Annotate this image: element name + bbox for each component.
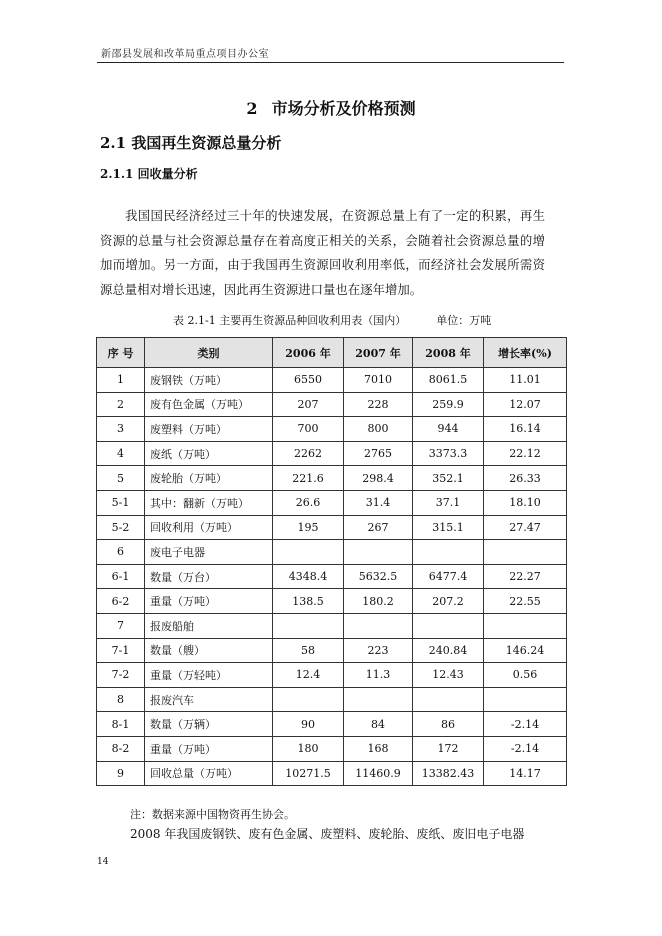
table-row xyxy=(97,613,567,638)
row-index-cell: 8 xyxy=(97,687,145,712)
value-cell: 240.84 xyxy=(413,638,484,663)
table-row xyxy=(97,417,567,442)
value-cell: 31.4 xyxy=(344,490,413,515)
body-paragraph: 我国国民经济经过三十年的快速发展，在资源总量上有了一定的积累，再生资源的总量与社会资源总量存在着高度正相关的关系，会随着社会资源总量的增加而增加。另一方面，由于我国再生资源回收利用率低，而经济社会发展所需资源总量相对增长迅速，因此再生资源进口量也在逐年增加。 xyxy=(100,208,545,297)
row-index-cell: 7-2 xyxy=(97,663,145,688)
row-index-cell: 6-2 xyxy=(97,589,145,614)
value-cell xyxy=(273,687,344,712)
value-cell: -2.14 xyxy=(484,712,567,737)
value-cell: -2.14 xyxy=(484,736,567,761)
header-cell: 序 号 xyxy=(97,338,145,368)
value-cell: 168 xyxy=(344,736,413,761)
value-cell xyxy=(413,687,484,712)
value-cell xyxy=(413,540,484,565)
category-cell: 回收利用（万吨） xyxy=(145,515,273,540)
value-cell: 37.1 xyxy=(413,490,484,515)
row-index-cell: 7 xyxy=(97,613,145,638)
value-cell: 221.6 xyxy=(273,466,344,491)
value-cell: 12.43 xyxy=(413,663,484,688)
value-cell: 6550 xyxy=(273,368,344,393)
value-cell: 7010 xyxy=(344,368,413,393)
category-cell: 数量（艘） xyxy=(145,638,273,663)
value-cell: 11.3 xyxy=(344,663,413,688)
row-index-cell: 8-1 xyxy=(97,712,145,737)
table-row xyxy=(97,712,567,737)
value-cell: 180 xyxy=(273,736,344,761)
value-cell: 4348.4 xyxy=(273,564,344,589)
value-cell: 26.6 xyxy=(273,490,344,515)
table-caption-text: 表 2.1-1 主要再生资源品种回收利用表（国内） xyxy=(173,314,407,327)
category-cell: 重量（万轻吨） xyxy=(145,663,273,688)
category-cell: 报废船舶 xyxy=(145,613,273,638)
value-cell: 0.56 xyxy=(484,663,567,688)
table-row xyxy=(97,540,567,565)
header-cell: 2008 年 xyxy=(413,338,484,368)
value-cell: 86 xyxy=(413,712,484,737)
value-cell: 267 xyxy=(344,515,413,540)
table-row xyxy=(97,368,567,393)
row-index-cell: 6-1 xyxy=(97,564,145,589)
category-cell: 重量（万吨） xyxy=(145,589,273,614)
value-cell xyxy=(413,613,484,638)
chapter-title xyxy=(0,96,662,119)
value-cell: 207.2 xyxy=(413,589,484,614)
table-row xyxy=(97,564,567,589)
chapter-title-text: 市场分析及价格预测 xyxy=(271,99,416,118)
table-body xyxy=(97,368,567,786)
table-row xyxy=(97,663,567,688)
value-cell xyxy=(484,540,567,565)
running-header: 新邵县发展和改革局重点项目办公室 xyxy=(101,49,269,60)
value-cell: 8061.5 xyxy=(413,368,484,393)
table-row xyxy=(97,466,567,491)
row-index-cell: 1 xyxy=(97,368,145,393)
table-row xyxy=(97,441,567,466)
value-cell: 58 xyxy=(273,638,344,663)
value-cell: 180.2 xyxy=(344,589,413,614)
table-row xyxy=(97,687,567,712)
category-cell: 其中：翻新（万吨） xyxy=(145,490,273,515)
row-index-cell: 2 xyxy=(97,392,145,417)
value-cell: 700 xyxy=(273,417,344,442)
value-cell: 12.4 xyxy=(273,663,344,688)
header-cell: 类别 xyxy=(145,338,273,368)
value-cell: 195 xyxy=(273,515,344,540)
row-index-cell: 5 xyxy=(97,466,145,491)
category-cell: 回收总量（万吨） xyxy=(145,761,273,786)
value-cell: 22.27 xyxy=(484,564,567,589)
row-index-cell: 4 xyxy=(97,441,145,466)
category-cell: 废纸（万吨） xyxy=(145,441,273,466)
category-cell: 报废汽车 xyxy=(145,687,273,712)
source-note: 注：数据来源中国物资再生协会。 xyxy=(130,808,295,821)
value-cell xyxy=(273,540,344,565)
row-index-cell: 8-2 xyxy=(97,736,145,761)
category-cell: 废轮胎（万吨） xyxy=(145,466,273,491)
category-cell: 重量（万吨） xyxy=(145,736,273,761)
category-cell: 废电子电器 xyxy=(145,540,273,565)
value-cell xyxy=(273,613,344,638)
value-cell: 18.10 xyxy=(484,490,567,515)
row-index-cell: 7-1 xyxy=(97,638,145,663)
section-heading: 2.1 我国再生资源总量分析 xyxy=(100,134,282,152)
value-cell: 2262 xyxy=(273,441,344,466)
table-row xyxy=(97,392,567,417)
value-cell: 6477.4 xyxy=(413,564,484,589)
value-cell: 14.17 xyxy=(484,761,567,786)
header-rule xyxy=(97,62,564,63)
table-row xyxy=(97,589,567,614)
value-cell: 172 xyxy=(413,736,484,761)
value-cell: 207 xyxy=(273,392,344,417)
header-cell: 2007 年 xyxy=(344,338,413,368)
category-cell: 数量（万辆） xyxy=(145,712,273,737)
value-cell xyxy=(344,540,413,565)
table-unit: 单位：万吨 xyxy=(436,314,492,327)
row-index-cell: 6 xyxy=(97,540,145,565)
table-row xyxy=(97,515,567,540)
value-cell: 3373.3 xyxy=(413,441,484,466)
value-cell: 11460.9 xyxy=(344,761,413,786)
header-cell: 增长率(%) xyxy=(484,338,567,368)
row-index-cell: 3 xyxy=(97,417,145,442)
value-cell: 13382.43 xyxy=(413,761,484,786)
value-cell: 800 xyxy=(344,417,413,442)
category-cell: 废钢铁（万吨） xyxy=(145,368,273,393)
value-cell: 138.5 xyxy=(273,589,344,614)
value-cell: 12.07 xyxy=(484,392,567,417)
value-cell: 22.55 xyxy=(484,589,567,614)
value-cell: 315.1 xyxy=(413,515,484,540)
value-cell: 352.1 xyxy=(413,466,484,491)
row-index-cell: 9 xyxy=(97,761,145,786)
header-cell: 2006 年 xyxy=(273,338,344,368)
value-cell: 22.12 xyxy=(484,441,567,466)
value-cell: 2765 xyxy=(344,441,413,466)
row-index-cell: 5-1 xyxy=(97,490,145,515)
value-cell: 5632.5 xyxy=(344,564,413,589)
value-cell: 228 xyxy=(344,392,413,417)
subsection-heading: 2.1.1 回收量分析 xyxy=(100,167,198,181)
category-cell: 数量（万台） xyxy=(145,564,273,589)
table-header-row xyxy=(97,338,567,368)
category-cell: 废塑料（万吨） xyxy=(145,417,273,442)
value-cell xyxy=(484,613,567,638)
value-cell: 298.4 xyxy=(344,466,413,491)
table-row xyxy=(97,736,567,761)
value-cell: 90 xyxy=(273,712,344,737)
value-cell xyxy=(484,687,567,712)
value-cell: 944 xyxy=(413,417,484,442)
category-cell: 废有色金属（万吨） xyxy=(145,392,273,417)
value-cell xyxy=(344,613,413,638)
value-cell: 84 xyxy=(344,712,413,737)
value-cell: 26.33 xyxy=(484,466,567,491)
value-cell: 11.01 xyxy=(484,368,567,393)
value-cell: 10271.5 xyxy=(273,761,344,786)
recycling-table xyxy=(96,337,567,786)
value-cell: 259.9 xyxy=(413,392,484,417)
value-cell xyxy=(344,687,413,712)
value-cell: 16.14 xyxy=(484,417,567,442)
table-caption xyxy=(173,312,491,328)
continuation-text: 2008 年我国废钢铁、废有色金属、废塑料、废轮胎、废纸、废旧电子电器 xyxy=(130,827,525,841)
table-row xyxy=(97,490,567,515)
chapter-number: 2 xyxy=(246,99,258,118)
value-cell: 27.47 xyxy=(484,515,567,540)
page-number: 14 xyxy=(97,857,109,867)
value-cell: 223 xyxy=(344,638,413,663)
value-cell: 146.24 xyxy=(484,638,567,663)
table-row xyxy=(97,638,567,663)
table-row xyxy=(97,761,567,786)
row-index-cell: 5-2 xyxy=(97,515,145,540)
